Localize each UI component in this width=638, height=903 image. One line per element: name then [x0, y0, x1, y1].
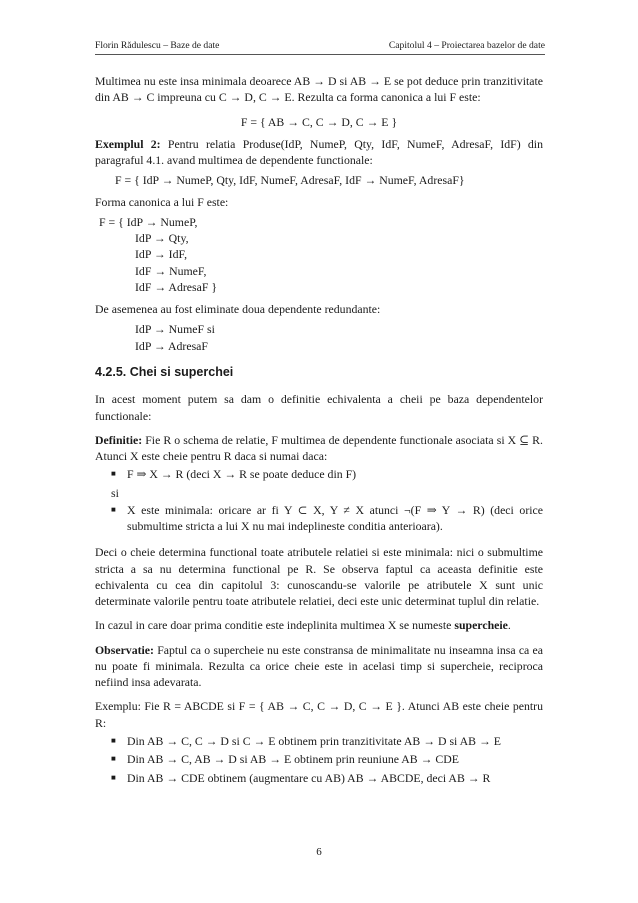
observation-label: Observatie:	[95, 642, 154, 657]
example-paragraph: Exemplu: Fie R = ABCDE si F = { AB → C, C → D, C → E }. Atunci AB este cheie pentru R:	[95, 699, 543, 730]
example-steps	[95, 733, 543, 786]
canonical-form-2	[95, 214, 543, 295]
header-chapter: Capitolul 4 – Proiectarea bazelor de date	[388, 40, 545, 51]
example-2-paragraph: Exemplul 2: Pentru relatia Produse(IdP, NumeP, Qty, IdF, NumeF, AdresaF, IdF) din paragraful 4.1. avand multimea de dependente functionale:	[95, 136, 543, 168]
conjunction-si: si	[111, 485, 119, 500]
redundant-intro: De asemenea au fost eliminate doua dependente redundante:	[95, 302, 381, 317]
example-2-dependencies: F = { IdP → NumeP, Qty, IdF, NumeF, AdresaF, IdF → NumeF, AdresaF}	[115, 173, 465, 188]
term-supercheie: supercheie	[454, 618, 508, 633]
header-author: Florin Rădulescu – Baze de date	[95, 40, 220, 51]
list-item: ■ X este minimala: oricare ar fi Y ⊂ X, Y ≠ X atunci ¬(F ⇒ Y → R) (deci orice submultime stricta a lui X nu mai indeplineste conditia anterioara).	[95, 502, 543, 535]
page-number: 6	[316, 846, 322, 858]
definition-paragraph: Definitie: Fie R o schema de relatie, F multimea de dependente functionale asociata si X ⊆ R. Atunci X este cheie pentru R daca si numai daca:	[95, 432, 543, 464]
list-item: ■ Din AB → CDE obtinem (augmentare cu AB) AB → ABCDE, deci AB → R	[95, 770, 543, 786]
canon-line: IdF → NumeF,	[135, 263, 207, 278]
page-header	[95, 40, 545, 55]
canonical-form-1: F = { AB → C, C → D, C → E }	[240, 114, 398, 129]
bullet-square-icon: ■	[111, 469, 116, 479]
definition-label: Definitie:	[95, 432, 143, 447]
canon-line: IdP → IdF,	[135, 247, 188, 262]
redundant-line: IdP → AdresaF	[135, 338, 208, 353]
paragraph-deci: Deci o cheie determina functional toate atributele relatiei si este minimala: nici o submultime stricta a sa nu determina functional pe R. Se observa faptul ca aceasta definitie este echivalenta cu cea din capitolul 3: cunoscandu-se valorile pe atributele X sunt unic determinate valorile pentru toate atributele relatiei, deci este unic determinat tuplul din relatie.	[95, 545, 543, 609]
canon-line: IdP → Qty,	[135, 231, 189, 246]
canon-line: IdF → AdresaF }	[135, 279, 218, 294]
definition-conditions	[95, 466, 543, 534]
list-item: ■ Din AB → C, AB → D si AB → E obtinem prin reuniune AB → CDE	[95, 751, 543, 767]
bullet-square-icon: ■	[111, 736, 116, 746]
bullet-square-icon: ■	[111, 754, 116, 764]
redundant-dependencies	[95, 321, 543, 354]
paragraph-definition-intro: In acest moment putem sa dam o definitie echivalenta a cheii pe baza dependentelor functionale:	[95, 392, 543, 423]
canon-line: F = { IdP → NumeP,	[99, 214, 198, 229]
example-2-label: Exemplul 2:	[95, 136, 161, 151]
redundant-line: IdP → NumeF si	[135, 322, 215, 337]
page-body	[95, 73, 543, 796]
paragraph-supercheie: In cazul in care doar prima conditie este indeplinita multimea X se numeste supercheie.	[95, 618, 511, 633]
list-item: ■ Din AB → C, C → D si C → E obtinem prin tranzitivitate AB → D si AB → E	[95, 733, 543, 749]
observation-paragraph: Observatie: Faptul ca o supercheie nu este constransa de minimalitate nu inseamna insa ca ea nu poate fi minimala. Rezulta ca orice cheie este in acelasi timp si supercheie, reciproca nefiind insa adevarata.	[95, 642, 543, 690]
list-item: ■ F ⇒ X → R (deci X → R se poate deduce din F)	[95, 466, 543, 482]
bullet-square-icon: ■	[111, 504, 116, 514]
paragraph-minimal: Multimea nu este insa minimala deoarece AB → D si AB → E se pot deduce prin tranzitivitate din AB → C impreuna cu C → D, C → E. Rezulta ca forma canonica a lui F este:	[95, 74, 543, 105]
canonical-intro: Forma canonica a lui F este:	[95, 194, 229, 209]
bullet-square-icon: ■	[111, 772, 116, 782]
section-title: 4.2.5. Chei si superchei	[95, 364, 234, 379]
